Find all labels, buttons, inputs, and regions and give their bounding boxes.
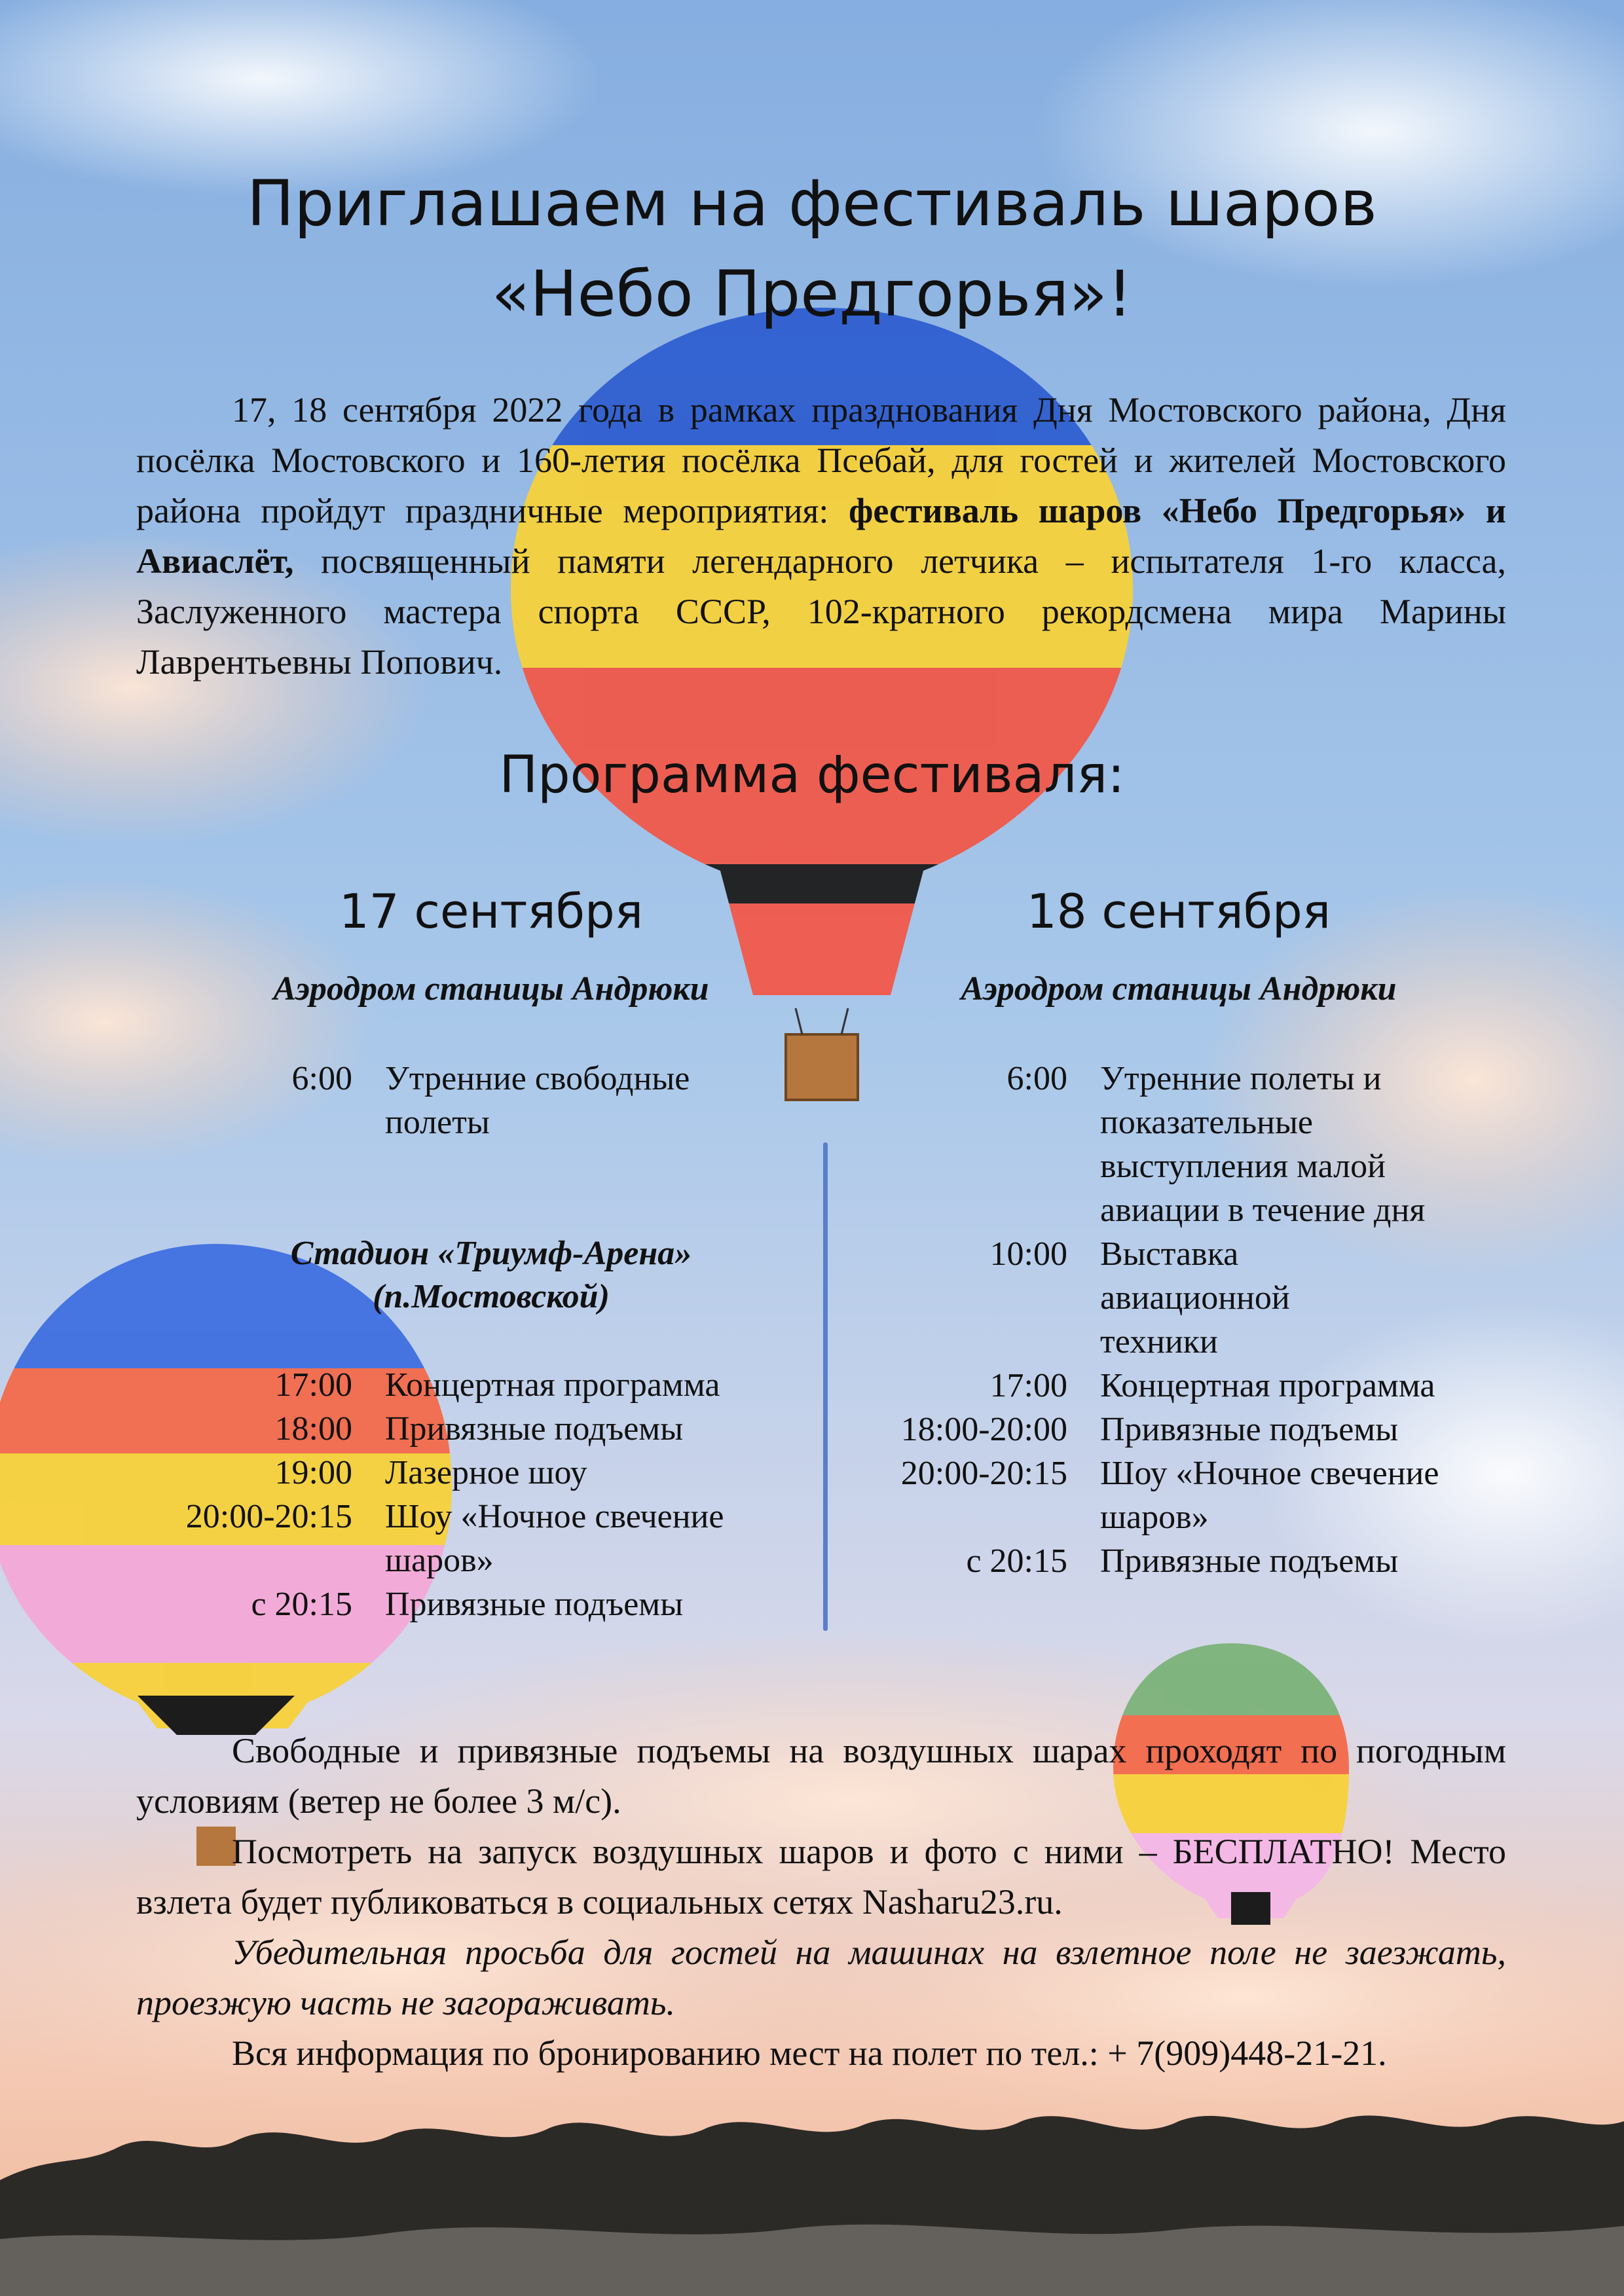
schedule-desc: Шоу «Ночное свечение шаров» (1100, 1455, 1439, 1536)
schedule-desc: Концертная программа (1100, 1367, 1435, 1404)
schedule-row (136, 1451, 791, 1495)
schedule-row (136, 1057, 791, 1144)
schedule-desc: Утренние полеты и показательные выступления малой авиации в течение дня (1100, 1060, 1426, 1229)
schedule-desc: Привязные подъемы (385, 1410, 684, 1448)
note-free: Посмотреть на запуск воздушных шаров и фото с ними – БЕСПЛАТНО! Место взлета будет публиковаться в социальных сетях Nasharu23.ru. (136, 1832, 1506, 1922)
schedule-time: 18:00 (274, 1410, 352, 1448)
schedule-desc: Привязные подъемы (1100, 1542, 1399, 1580)
main-title-line2: «Небо Предгорья»! (491, 257, 1133, 331)
intro-text-part1: 17, 18 сентября 2022 года в рамках празднования Дня Мостовского района, Дня посёлка Мостовского и 160-летия посёлка Псебай, для гостей и жителей Мостовского района пройдут праздничные мероприятия: (136, 390, 1506, 530)
schedule-row (851, 1364, 1506, 1408)
schedule-time: 17:00 (989, 1367, 1067, 1404)
intro-text-part2: посвященный памяти легендарного летчика – испытателя 1-го класса, Заслуженного мастера спорта СССР, 102-кратного рекордсмена мира Марины Лаврентьевны Попович. (136, 541, 1506, 682)
day2-date-heading: 18 сентября (1026, 884, 1331, 939)
schedule-row (136, 1495, 791, 1582)
schedule-row (851, 1057, 1506, 1232)
schedule-row (136, 1582, 791, 1626)
schedule-time: 17:00 (274, 1366, 352, 1404)
day2-venue-airfield: Аэродром станицы Андрюки (961, 970, 1397, 1008)
intro-text-bold: фестиваль шаров «Небо Предгорья» и Авиаслёт, (136, 491, 1506, 581)
schedule-desc: Утренние свободные полеты (385, 1060, 690, 1141)
day1-schedule-stadium (136, 1363, 791, 1626)
schedule-desc: Привязные подъемы (1100, 1411, 1399, 1448)
note-weather: Свободные и привязные подъемы на воздушных шарах проходят по погодным условиям (ветер не более 3 м/с). (136, 1731, 1506, 1821)
note-booking-phone: Вся информация по бронированию мест на полет по тел.: + 7(909)448-21-21. (232, 2033, 1387, 2073)
column-divider (823, 1142, 828, 1631)
schedule-row (136, 1407, 791, 1451)
schedule-desc: Лазерное шоу (385, 1454, 587, 1491)
notes-section (136, 1726, 1506, 2079)
schedule-desc: Шоу «Ночное свечение шаров» (385, 1498, 724, 1579)
schedule-time: 19:00 (274, 1454, 352, 1491)
day1-date-heading: 17 сентября (339, 884, 644, 939)
schedule-row (851, 1408, 1506, 1451)
schedule-row (136, 1363, 791, 1407)
schedule-time: 20:00-20:15 (185, 1498, 352, 1535)
day2-schedule-airfield (851, 1057, 1506, 1583)
day1-venue-airfield: Аэродром станицы Андрюки (273, 970, 709, 1008)
intro-paragraph (136, 385, 1506, 687)
schedule-time: 6:00 (291, 1060, 352, 1097)
schedule-desc: Концертная программа (385, 1366, 720, 1404)
schedule-row (851, 1451, 1506, 1539)
schedule-time: с 20:15 (966, 1542, 1067, 1580)
day1-schedule-airfield (136, 1057, 791, 1144)
schedule-desc: Привязные подъемы (385, 1586, 684, 1623)
schedule-time: 20:00-20:15 (900, 1455, 1067, 1492)
note-parking-request: Убедительная просьба для гостей на машинах на взлетное поле не заезжать, проезжую часть не загораживать. (136, 1933, 1506, 2022)
schedule-row (851, 1232, 1506, 1364)
schedule-desc: Выставка авиационной техники (1100, 1235, 1290, 1360)
schedule-row (851, 1539, 1506, 1583)
day1-venue-stadium: Стадион «Триумф-Арена» (п.Мостовской) (290, 1235, 692, 1315)
schedule-time: 10:00 (989, 1235, 1067, 1273)
main-title-line1: Приглашаем на фестиваль шаров (247, 167, 1377, 240)
schedule-time: с 20:15 (251, 1586, 352, 1623)
schedule-time: 18:00-20:00 (900, 1411, 1067, 1448)
program-title: Программа фестиваля: (499, 746, 1125, 805)
schedule-time: 6:00 (1006, 1060, 1067, 1097)
